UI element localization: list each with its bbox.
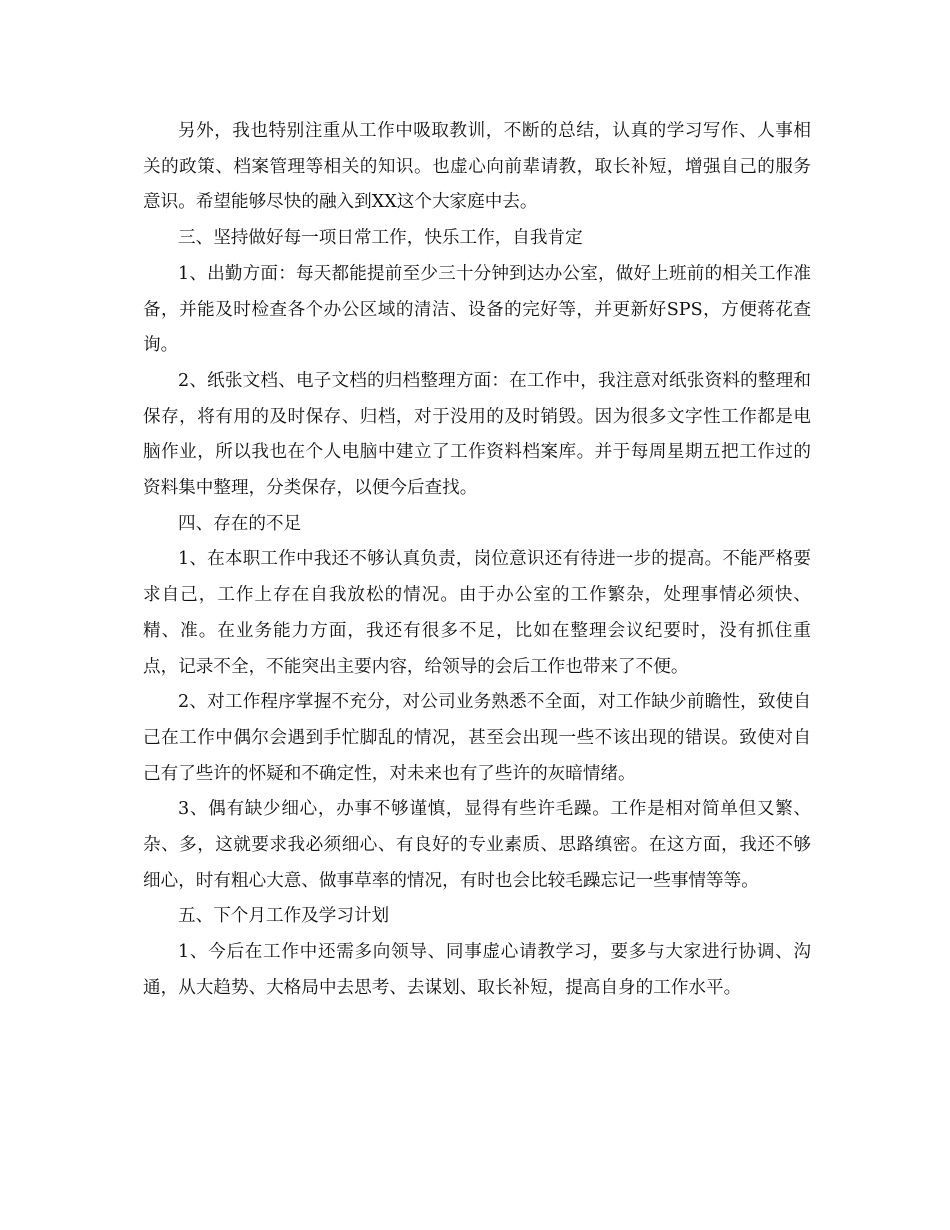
document-page bbox=[143, 114, 811, 1007]
section-heading-3: 三、坚持做好每一项日常工作，快乐工作，自我肯定 bbox=[178, 228, 583, 249]
section-heading-5: 五、下个月工作及学习计划 bbox=[178, 906, 390, 927]
paragraph-learning: 另外，我也特别注重从工作中吸取教训，不断的总结，认真的学习写作、人事相关的政策、档案管理等相关的知识。也虚心向前辈请教，取长补短，增强自己的服务意识。希望能够尽快的融入到XX这个大家庭中去。 bbox=[143, 121, 811, 213]
paragraph-shortcoming-3: 3、偶有缺少细心，办事不够谨慎，显得有些许毛躁。工作是相对简单但又繁、杂、多，这就要求我必须细心、有良好的专业素质、思路缜密。在这方面，我还不够细心，时有粗心大意、做事草率的情况，有时也会比较毛躁忘记一些事情等等。 bbox=[143, 799, 811, 891]
paragraph-plan-1: 1、今后在工作中还需多向领导、同事虚心请教学习，要多与大家进行协调、沟通，从大趋势、大格局中去思考、去谋划、取长补短，提高自身的工作水平。 bbox=[143, 942, 811, 998]
paragraph-archiving: 2、纸张文档、电子文档的归档整理方面：在工作中，我注意对纸张资料的整理和保存，将有用的及时保存、归档，对于没用的及时销毁。因为很多文字性工作都是电脑作业，所以我也在个人电脑中建立了工作资料档案库。并于每周星期五把工作过的资料集中整理，分类保存，以便今后查找。 bbox=[143, 370, 811, 499]
paragraph-shortcoming-1: 1、在本职工作中我还不够认真负责，岗位意识还有待进一步的提高。不能严格要求自己，工作上存在自我放松的情况。由于办公室的工作繁杂，处理事情必须快、精、准。在业务能力方面，我还有很多不足，比如在整理会议纪要时，没有抓住重点，记录不全，不能突出主要内容，给领导的会后工作也带来了不便。 bbox=[143, 549, 811, 677]
section-heading-4: 四、存在的不足 bbox=[178, 513, 302, 534]
paragraph-shortcoming-2: 2、对工作程序掌握不充分，对公司业务熟悉不全面，对工作缺少前瞻性，致使自己在工作中偶尔会遇到手忙脚乱的情况，甚至会出现一些不该出现的错误。致使对自己有了些许的怀疑和不确定性，对未来也有了些许的灰暗情绪。 bbox=[143, 692, 811, 784]
paragraph-attendance: 1、出勤方面：每天都能提前至少三十分钟到达办公室，做好上班前的相关工作准备，并能及时检查各个办公区域的清洁、设备的完好等，并更新好SPS，方便蒋花查询。 bbox=[143, 263, 811, 356]
